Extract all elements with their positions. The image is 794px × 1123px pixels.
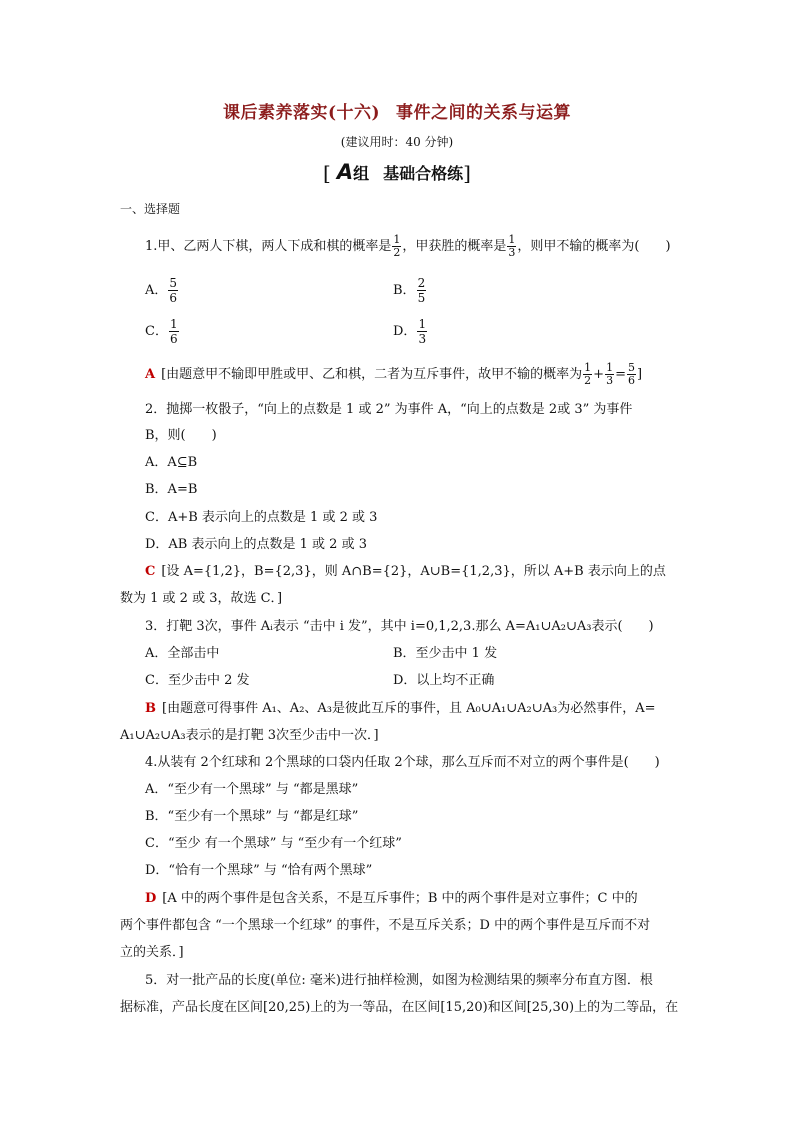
q2-option-a: A．A⊆B — [145, 455, 198, 470]
q3-explanation-line1 — [145, 700, 656, 718]
q3-option-d: D．以上均不正确 — [393, 673, 495, 688]
q1-opt-a-den: 6 — [169, 291, 178, 305]
title-right: 事件之间的关系与运算 — [396, 103, 572, 123]
q1-frac2-den: 3 — [508, 246, 516, 259]
q3-option-b: B．至少击中 1 发 — [393, 646, 498, 661]
q1-opt-b-den: 5 — [417, 291, 426, 305]
q1-option-b — [393, 276, 427, 305]
q4-option-b: B．“至少有一个黑球” 与 “都是红球” — [145, 809, 359, 824]
q1-expl-frac3 — [627, 362, 636, 387]
q1-frac1 — [392, 234, 401, 259]
q4-option-c: C．“至少 有一个黑球” 与 “至少有一个红球” — [145, 836, 402, 851]
q1-e1-den: 2 — [584, 374, 592, 387]
q4-stem: 4.从装有 2个红球和 2个黑球的口袋内任取 2个球，那么互斥而不对立的两个事件是( ) — [145, 755, 660, 770]
q1-opt-c-num: 1 — [169, 317, 178, 331]
title-left: 课后素养落实(十六) — [222, 103, 381, 123]
q4-option-a: A．“至少有一个黑球” 与 “都是黑球” — [145, 782, 359, 797]
group-bracket-right: ] — [463, 161, 471, 185]
q1-frac2-num: 1 — [508, 233, 516, 246]
q5-stem-line1: 5．对一批产品的长度(单位: 毫米)进行抽样检测，如图为检测结果的频率分布直方图．根 — [145, 973, 653, 988]
q2-expl1: [设 A={1,2}，B={2,3}，则 A∩B={2}，A∪B={1,2,3}，所以 A+B 表示向上的点 — [161, 564, 666, 579]
time-note: (建议用时：40 分钟) — [340, 135, 454, 149]
q1-explanation — [145, 362, 642, 387]
q1-text-c: ，则甲不输的概率为( ) — [517, 239, 671, 254]
q3-answer: B — [145, 701, 156, 716]
q1-answer: A — [145, 367, 156, 382]
q2-option-b: B．A=B — [145, 482, 198, 497]
q1-frac2 — [507, 234, 516, 259]
q1-expl-frac2 — [605, 362, 614, 387]
q1-expl-end: ] — [636, 367, 643, 382]
q1-opt-d-num: 1 — [418, 317, 427, 331]
q1-text-a: 1.甲、乙两人下棋，两人下成和棋的概率是 — [145, 239, 392, 254]
q4-option-d: D．“恰有一个黑球” 与 “恰有两个黑球” — [145, 863, 373, 878]
q1-opt-c-label: C． — [145, 324, 168, 339]
group-bracket-left: [ — [323, 161, 331, 185]
q4-answer: D — [145, 891, 157, 906]
page-title — [0, 98, 794, 123]
q3-explanation-line2: A₁∪A₂∪A₃表示的是打靶 3次至少击中一次．] — [120, 728, 379, 743]
q3-option-a: A．全部击中 — [145, 646, 220, 661]
q1-expl-frac1 — [583, 362, 592, 387]
q1-text-b: ，甲获胜的概率是 — [402, 239, 507, 254]
group-zu: 组 — [353, 164, 370, 183]
q1-opt-a-label: A． — [145, 283, 168, 298]
q1-opt-d-frac — [417, 317, 427, 346]
group-name: 基础合格练 — [383, 164, 464, 183]
q1-e2-den: 3 — [606, 374, 614, 387]
q1-opt-a-num: 5 — [169, 276, 178, 290]
q1-opt-b-frac — [417, 276, 427, 305]
q1-frac1-den: 2 — [393, 246, 401, 259]
q1-opt-c-frac — [169, 317, 179, 346]
q4-expl1: [A 中的两个事件是包含关系，不是互斥事件；B 中的两个事件是对立事件；C 中的 — [162, 891, 638, 906]
group-letter: A — [336, 160, 354, 184]
q2-stem-line1: 2．抛掷一枚骰子，“向上的点数是 1 或 2” 为事件 A，“向上的点数是 2或 3” 为事件 — [145, 402, 633, 417]
q1-option-a — [145, 276, 179, 305]
q1-opt-d-den: 3 — [418, 332, 427, 346]
q1-frac1-num: 1 — [393, 233, 401, 246]
q2-explanation-line2: 数为 1 或 2 或 3，故选 C．] — [120, 591, 283, 606]
q4-explanation-line1 — [145, 890, 638, 908]
q1-e1-num: 1 — [584, 361, 592, 374]
section-heading: 一、选择题 — [120, 202, 181, 216]
q4-explanation-line2: 两个事件都包含 “一个黑球一个红球” 的事件，不是互斥关系；D 中的两个事件是互斥而不对 — [120, 918, 651, 933]
q1-expl-plus: + — [593, 367, 605, 382]
q1-opt-d-label: D． — [393, 324, 417, 339]
q3-option-c: C．至少击中 2 发 — [145, 673, 250, 688]
q1-option-c — [145, 317, 180, 346]
q2-answer: C — [145, 564, 156, 579]
q1-e3-num: 5 — [627, 361, 635, 374]
q1-opt-c-den: 6 — [169, 332, 178, 346]
q1-opt-b-num: 2 — [417, 276, 426, 290]
group-heading — [0, 160, 794, 185]
q1-e3-den: 6 — [627, 374, 635, 387]
q1-stem — [145, 234, 671, 259]
q5-stem-line2: 据标准，产品长度在区间[20,25)上的为一等品，在区间[15,20)和区间[25,30)上的为二等品，在 — [120, 1000, 679, 1015]
q4-explanation-line3: 立的关系．] — [120, 945, 184, 960]
q3-stem: 3．打靶 3次，事件 Aᵢ表示 “击中 i 发”，其中 i=0,1,2,3.那么 A=A₁∪A₂∪A₃表示( ) — [145, 619, 654, 634]
q1-opt-a-frac — [168, 276, 178, 305]
q2-option-d: D．AB 表示向上的点数是 1 或 2 或 3 — [145, 537, 367, 552]
q1-opt-b-label: B． — [393, 283, 416, 298]
q2-stem-line2: B，则( ) — [145, 428, 217, 443]
q2-explanation-line1 — [145, 563, 666, 581]
q2-option-c: C．A+B 表示向上的点数是 1 或 2 或 3 — [145, 510, 378, 525]
q1-expl-eq: = — [615, 367, 626, 382]
q3-expl1: [由题意可得事件 A₁、A₂、A₃是彼此互斥的事件，且 A₀∪A₁∪A₂∪A₃为必然事件，A= — [162, 701, 656, 716]
q1-e2-num: 1 — [606, 361, 614, 374]
q1-option-d — [393, 317, 428, 346]
q1-expl-text: [由题意甲不输即甲胜或甲、乙和棋，二者为互斥事件，故甲不输的概率为 — [161, 367, 583, 382]
